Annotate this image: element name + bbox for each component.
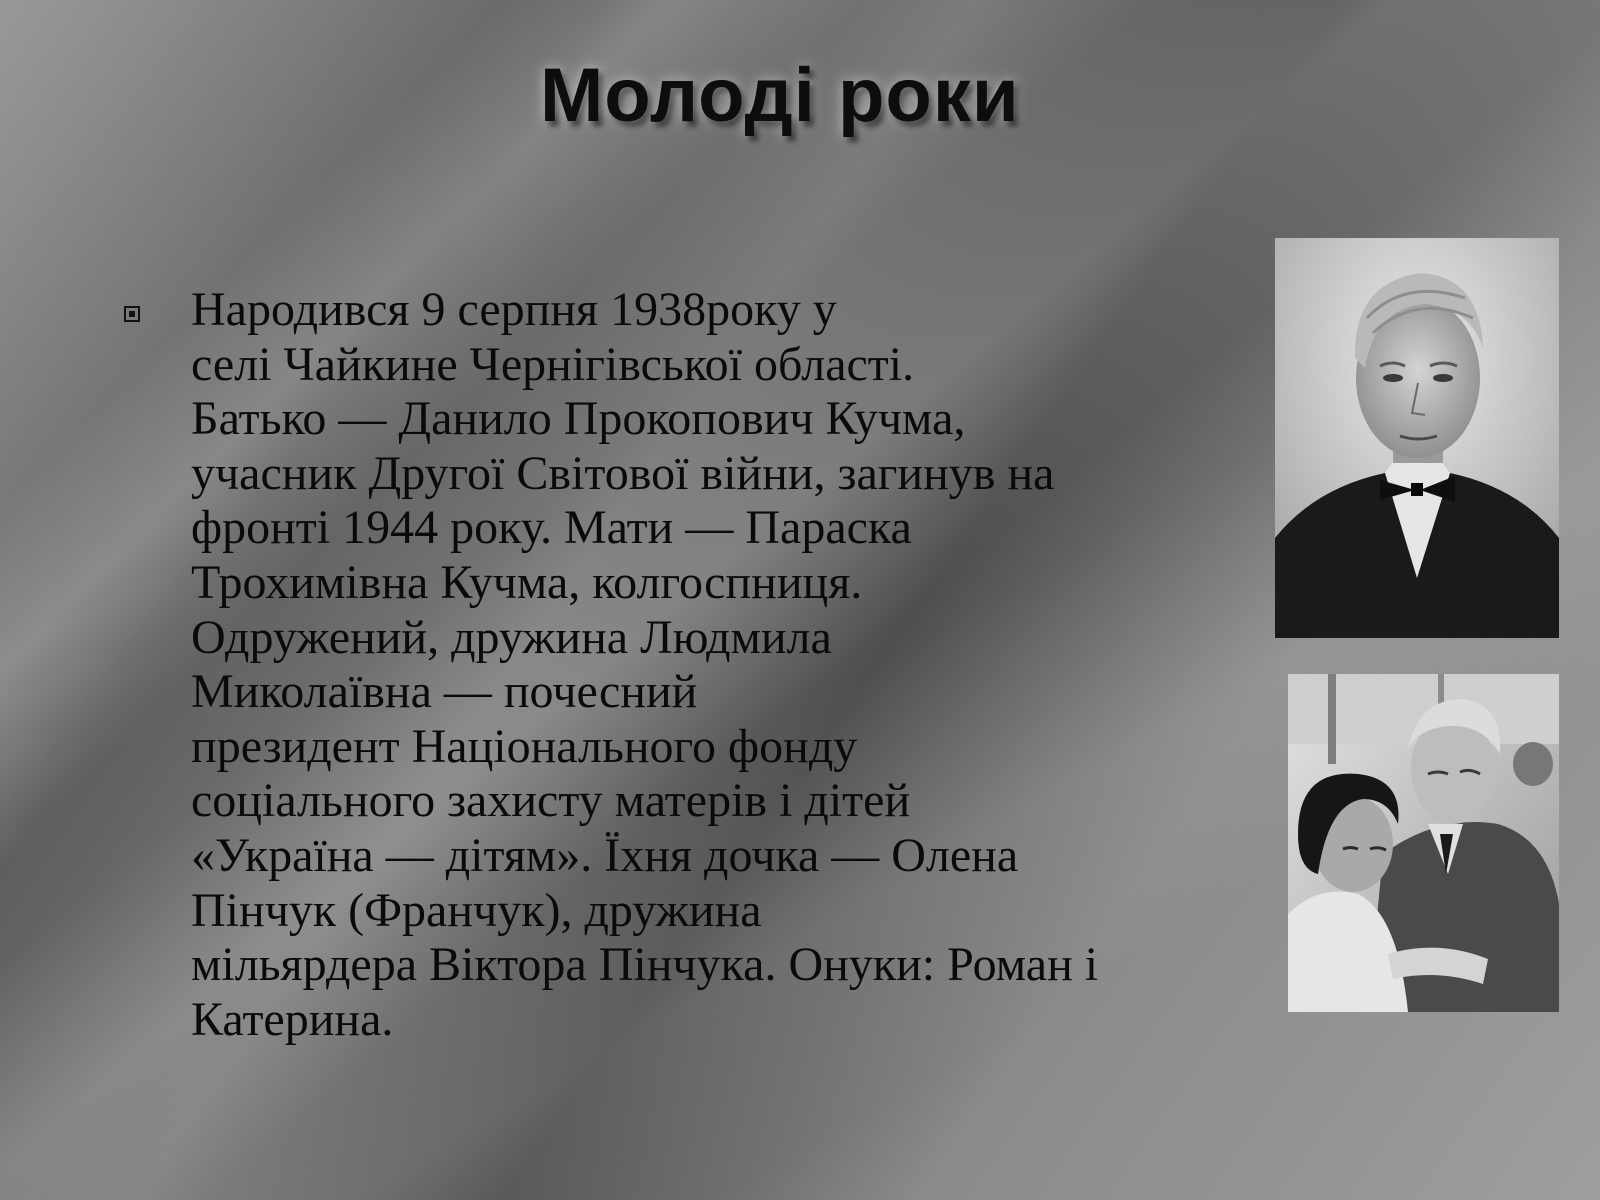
bullet-icon	[124, 306, 140, 322]
body-line: Батько — Данило Прокопович Кучма,	[191, 392, 966, 446]
couple-photo	[1288, 674, 1559, 1012]
slide-title: Молоді роки	[540, 53, 1020, 138]
body-line: мільярдера Віктора Пінчука. Онуки: Роман і	[191, 938, 1099, 992]
body-line: соціального захисту матерів і дітей	[191, 774, 911, 828]
body-text	[191, 283, 1261, 1047]
body-line: президент Національного фонду	[191, 719, 858, 773]
body-line: Трохимівна Кучма, колгоспниця.	[191, 555, 863, 609]
body-line: Одружений, дружина Людмила	[191, 610, 832, 664]
body-line: учасник Другої Світової війни, загинув на	[191, 446, 1055, 500]
body-line: Народився 9 серпня 1938року у	[191, 283, 837, 336]
body-line: Катерина.	[191, 992, 394, 1046]
body-line: Пінчук (Франчук), дружина	[191, 883, 762, 937]
body-line: селі Чайкине Чернігівської області.	[191, 337, 915, 391]
body-line: Миколаївна — почесний	[191, 665, 698, 719]
body-line: фронті 1944 року. Мати — Параска	[191, 501, 912, 555]
portrait-photo	[1275, 238, 1559, 638]
body-line: «Україна — дітям». Їхня дочка — Олена	[191, 828, 1019, 882]
